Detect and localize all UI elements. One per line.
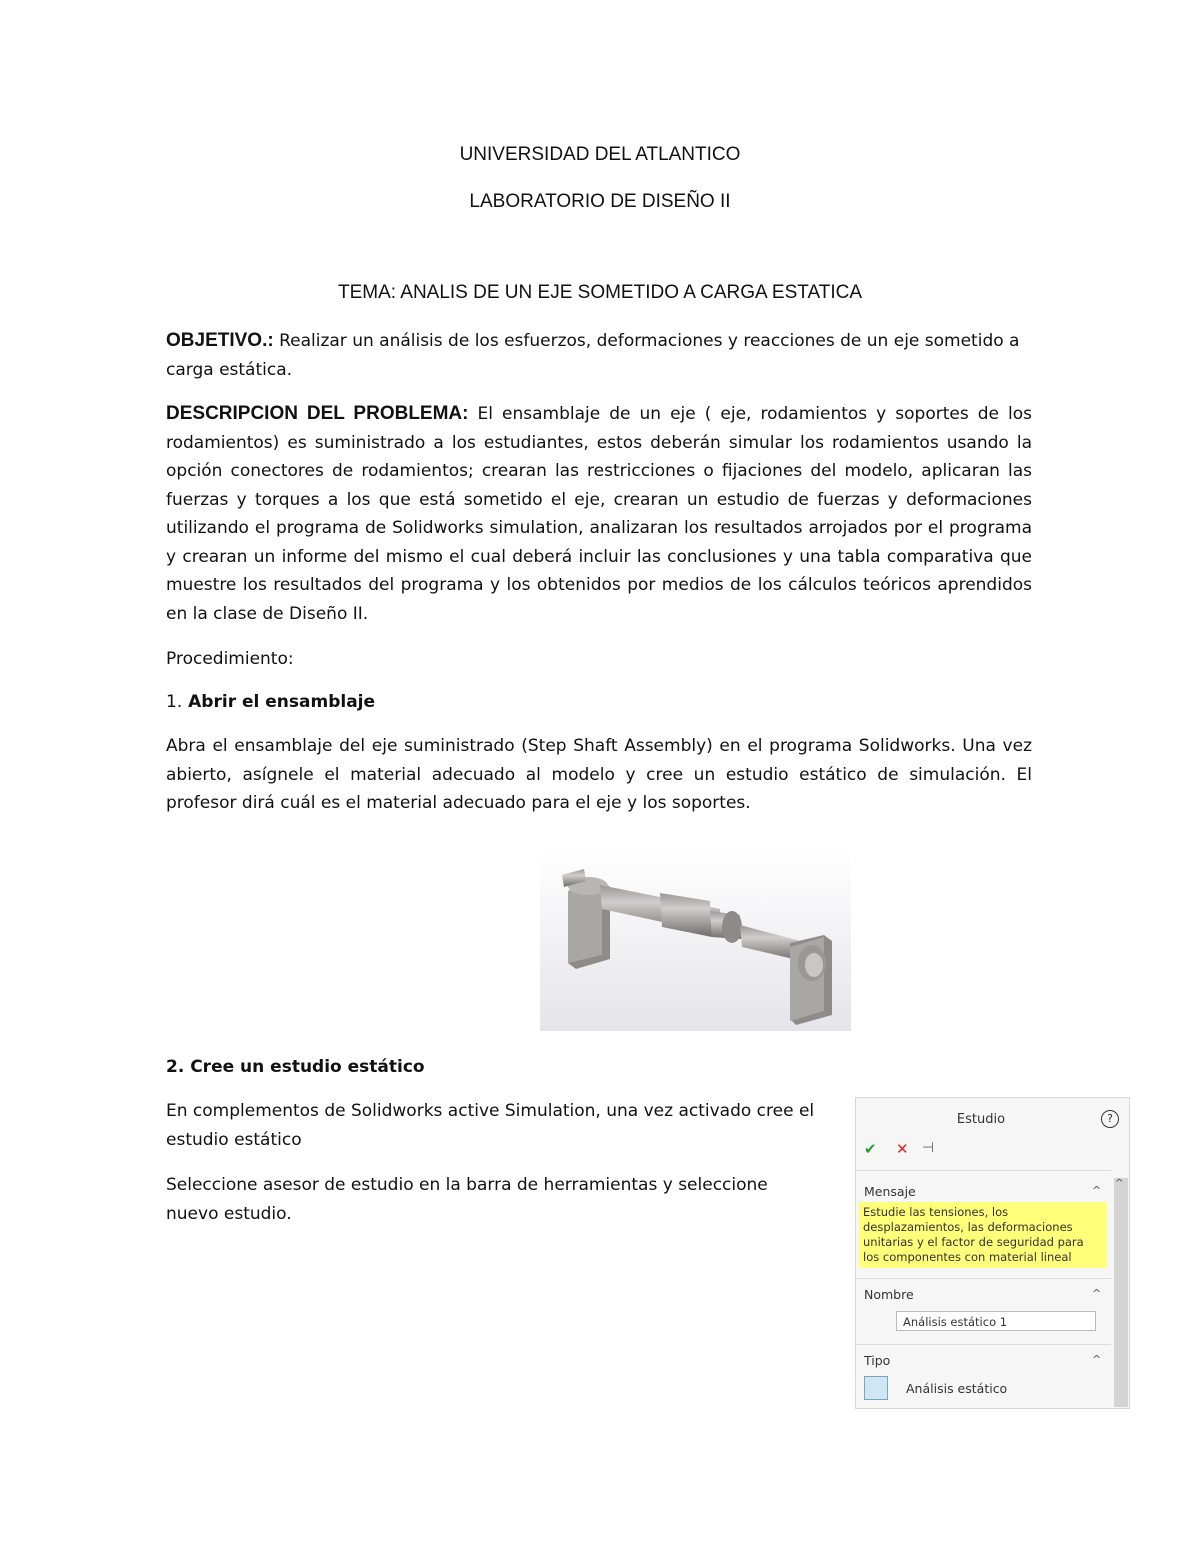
objetivo-label: OBJETIVO.: bbox=[166, 330, 274, 351]
shaft-assembly-image bbox=[540, 851, 851, 1031]
lab-title: LABORATORIO DE DISEÑO II bbox=[469, 191, 731, 212]
objetivo-paragraph bbox=[166, 327, 1032, 384]
help-icon[interactable]: ? bbox=[1101, 1110, 1119, 1128]
tipo-label: Tipo bbox=[864, 1353, 891, 1368]
descripcion-paragraph bbox=[166, 400, 1032, 628]
collapse-nombre-icon[interactable]: ^ bbox=[1092, 1287, 1102, 1300]
mensaje-text: Estudie las tensiones, los desplazamientos, las deformaciones unitarias y el factor de seguridad para los componentes con material lineal bbox=[859, 1202, 1107, 1268]
university-title: UNIVERSIDAD DEL ATLANTICO bbox=[459, 144, 741, 165]
step1-number: 1. bbox=[166, 692, 183, 712]
objetivo-text: Realizar un análisis de los esfuerzos, deformaciones y reacciones de un eje sometido a carga estática. bbox=[166, 331, 1020, 380]
ok-check-icon[interactable]: ✔ bbox=[864, 1140, 877, 1158]
collapse-tipo-icon[interactable]: ^ bbox=[1092, 1353, 1102, 1366]
panel-title: Estudio bbox=[956, 1112, 1006, 1127]
step2-text2: Seleccione asesor de estudio en la barra de herramientas y seleccione nuevo estudio. bbox=[166, 1175, 768, 1224]
cancel-x-icon[interactable]: ✕ bbox=[896, 1140, 909, 1158]
mensaje-label: Mensaje bbox=[864, 1184, 916, 1199]
step1-text: Abra el ensamblaje del eje suministrado (Step Shaft Assembly) en el programa Solidworks. Una vez abierto, asígnele el material adecuado al modelo y cree un estudio estático de simulación. El profesor dirá cuál es el material adecuado para el eje y los soportes. bbox=[166, 736, 1032, 813]
study-panel-screenshot bbox=[855, 1097, 1130, 1409]
nombre-input[interactable]: Análisis estático 1 bbox=[896, 1311, 1096, 1331]
step2-text1: En complementos de Solidworks active Simulation, una vez activado cree el estudio estático bbox=[166, 1101, 815, 1150]
tema-title: TEMA: ANALIS DE UN EJE SOMETIDO A CARGA ESTATICA bbox=[337, 282, 863, 303]
scroll-up-icon[interactable]: ^ bbox=[1115, 1178, 1124, 1189]
procedimiento-label: Procedimiento: bbox=[166, 649, 294, 669]
step2-heading bbox=[166, 1053, 1032, 1082]
collapse-mensaje-icon[interactable]: ^ bbox=[1092, 1184, 1102, 1197]
scrollbar[interactable] bbox=[1114, 1178, 1128, 1407]
descripcion-label: DESCRIPCION DEL PROBLEMA: bbox=[166, 403, 469, 424]
pin-icon[interactable]: ⊣ bbox=[922, 1140, 935, 1156]
step2-title: 2. Cree un estudio estático bbox=[166, 1057, 425, 1077]
descripcion-text: El ensamblaje de un eje ( eje, rodamientos y soportes de los rodamientos) es suministrado a los estudiantes, estos deberán simular los rodamientos usando la opción conectores de rodamientos; crearan las restricciones o fijaciones del modelo, aplicaran las fuerzas y torques a los que está sometido el eje, crearan un estudio de fuerzas y deformaciones utilizando el programa de Solidworks simulation, analizaran los resultados arrojados por el programa y crearan un informe del mismo el cual deberá incluir las conclusiones y una tabla comparativa que muestre los resultados del programa y los obtenidos por medios de los cálculos teóricos aprendidos en la clase de Diseño II. bbox=[166, 404, 1032, 624]
step1-heading bbox=[166, 688, 1032, 717]
step1-title: Abrir el ensamblaje bbox=[182, 692, 376, 712]
nombre-label: Nombre bbox=[864, 1287, 914, 1302]
static-analysis-icon[interactable] bbox=[864, 1376, 888, 1400]
tipo-value[interactable]: Análisis estático bbox=[906, 1381, 1008, 1396]
divider bbox=[856, 1170, 1111, 1171]
divider bbox=[856, 1344, 1111, 1345]
divider bbox=[856, 1278, 1111, 1279]
